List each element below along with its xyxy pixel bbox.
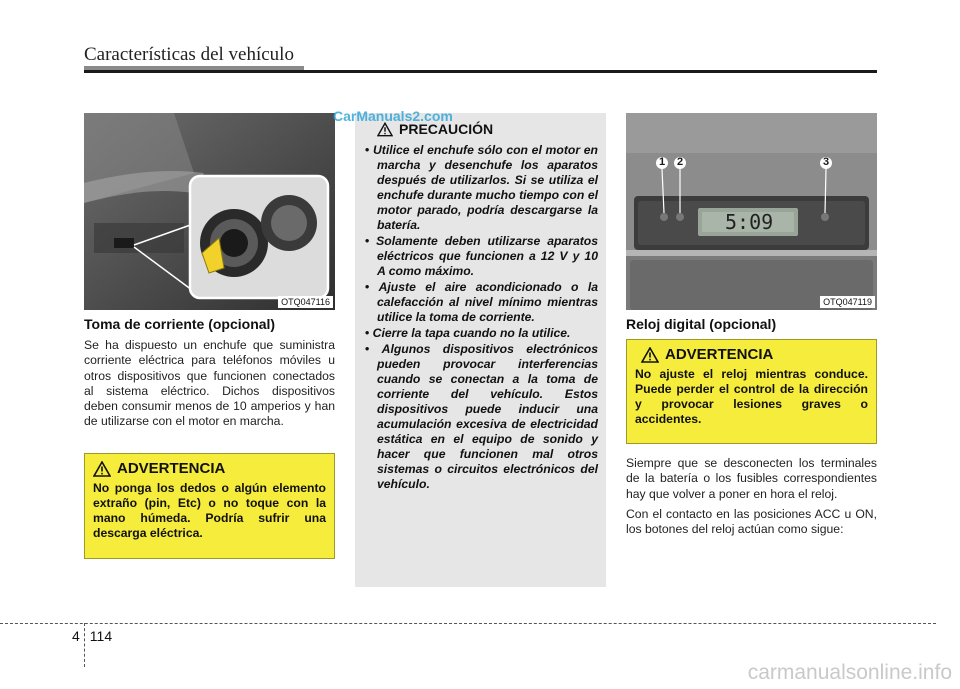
page-number-value: 114 [89, 628, 113, 644]
clock-display: 5:09 [725, 210, 774, 234]
clock-section-title: Reloj digital (opcional) [626, 316, 777, 332]
callout-2: 2 [676, 156, 684, 168]
power-outlet-photo [84, 113, 335, 310]
clock-paragraph-2: Con el contacto en las posiciones ACC u ON, los botones del reloj actúan como sigue: [626, 506, 877, 537]
photo-code: OTQ047116 [278, 296, 333, 308]
warning-title: ADVERTENCIA [117, 460, 226, 477]
clock-warning-box [626, 339, 877, 444]
watermark-bottom: carmanualsonline.info [747, 661, 952, 684]
callout-3: 3 [822, 156, 830, 168]
chapter-number: 4 [72, 628, 80, 644]
precaution-item: • Ajuste el aire acondicionado o la calefacción al nivel mínimo mientras utilice la toma de corriente. [365, 280, 598, 325]
chapter-title: Características del vehículo [84, 44, 294, 65]
warning-title: ADVERTENCIA [665, 346, 774, 363]
warning-text: No ajuste el reloj mientras conduce. Puede perder el control de la dirección y provocar lesiones graves o accidentes. [635, 367, 868, 426]
precaution-box [355, 113, 606, 587]
header-rule [84, 70, 877, 73]
watermark-top: CarManuals2.com [333, 108, 453, 124]
digital-clock-photo [626, 113, 877, 310]
warning-text: No ponga los dedos o algún elemento extraño (pin, Etc) o no toque con la mano húmeda. Podría sufrir una descarga eléctrica. [93, 481, 326, 540]
precaution-item: • Cierre la tapa cuando no la utilice. [365, 326, 598, 341]
precaution-item: • Algunos dispositivos electrónicos pueden provocar interferencias cuando se conectan a la toma de corriente del vehículo. Estos dispositivos puede inducir una acumulación excesiva de electricidad estática en el equipo de sonido y hacer que funcionen mal otros sistemas o circuitos electrónicos del vehículo. [365, 342, 598, 492]
outlet-section-title: Toma de corriente (opcional) [84, 316, 276, 332]
page-number [72, 628, 112, 644]
clock-description [626, 456, 877, 542]
callout-1: 1 [658, 156, 666, 168]
precaution-list [365, 143, 598, 492]
precaution-item: • Solamente deben utilizarse aparatos eléctricos que funcionen a 12 V y 10 A como máximo. [365, 234, 598, 279]
power-outlet-illustration [84, 113, 335, 310]
warning-triangle-icon [93, 461, 111, 477]
outlet-description [84, 338, 335, 435]
outlet-paragraph: Se ha dispuesto un enchufe que suministra corriente eléctrica para teléfonos móviles u otros dispositivos que funcionen conectados al sistema eléctrico. Dichos dispositivos deben consumir menos de 10 amperios y han de utilizarse con el motor en marcha. [84, 338, 335, 429]
outlet-warning-box [84, 453, 335, 559]
footer-rule [0, 623, 936, 624]
precaution-title: PRECAUCIÓN [399, 121, 494, 137]
precaution-item: • Utilice el enchufe sólo con el motor en marcha y desenchufe los aparatos después de utilizarlos. Si se utiliza el enchufe durante mucho tiempo con el motor parado, podría descargarse la batería. [365, 143, 598, 233]
warning-triangle-icon [641, 347, 659, 363]
clock-paragraph-1: Siempre que se desconecten los terminales de la batería o los fusibles correspondientes hay que volver a poner en hora el reloj. [626, 456, 877, 501]
photo-code: OTQ047119 [820, 296, 875, 308]
